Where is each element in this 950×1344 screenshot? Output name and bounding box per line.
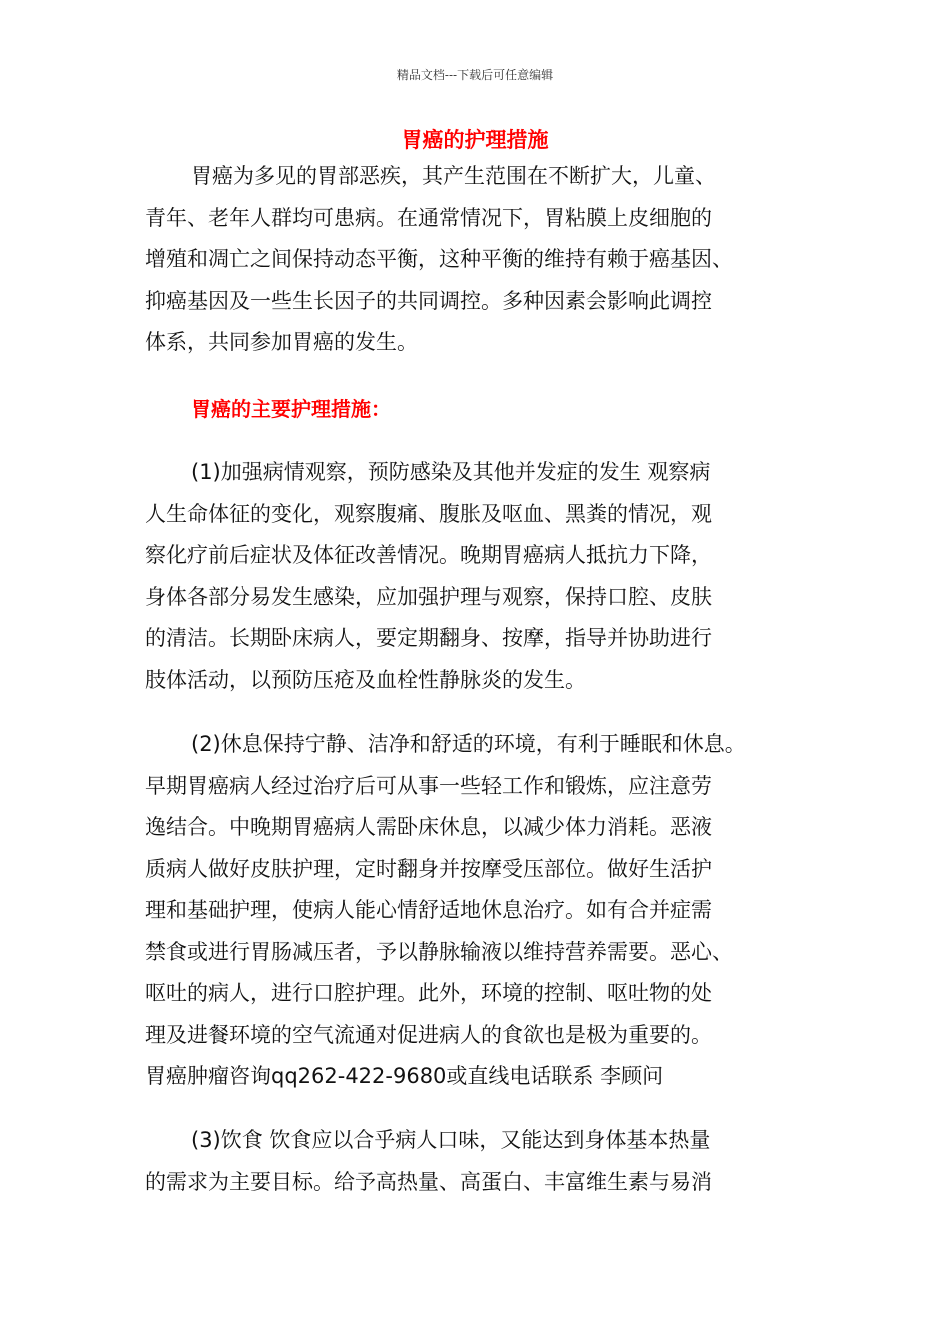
intro-line: 胃癌为多见的胃部恶疾，其产生范围在不断扩大，儿童、 [191,164,716,188]
item-2-line: 禁食或进行胃肠减压者，予以静脉输液以维持营养需要。恶心、 [145,939,733,964]
item-2-line: 早期胃癌病人经过治疗后可从事一些轻工作和锻炼，应注意劳 [145,773,712,798]
item-2-line: 呕吐的病人，进行口腔护理。此外，环境的控制、呕吐物的处 [145,981,712,1005]
intro-line: 抑癌基因及一些生长因子的共同调控。多种因素会影响此调控 [145,288,712,313]
item-1-line: 的清洁。长期卧床病人，要定期翻身、按摩，指导并协助进行 [145,626,712,650]
item-2-paragraph [145,724,825,1098]
item-3-line: (3)饮食 饮食应以合乎病人口味，又能达到身体基本热量 [191,1128,711,1152]
item-2-line: (2)休息保持宁静、洁净和舒适的环境，有利于睡眠和休息。 [191,732,746,756]
item-2-line: 理及进餐环境的空气流通对促进病人的食欲也是极为重要的。 [145,1022,712,1047]
intro-line: 体系，共同参加胃癌的发生。 [145,330,418,354]
item-1-line: 身体各部分易发生感染，应加强护理与观察，保持口腔、皮肤 [145,584,712,609]
item-1-line: 肢体活动，以预防压疮及血栓性静脉炎的发生。 [145,667,586,692]
intro-line: 增殖和凋亡之间保持动态平衡，这种平衡的维持有赖于癌基因、 [145,247,733,271]
item-1-paragraph [145,452,825,701]
consultation-contact-line: 胃癌肿瘤咨询qq262-422-9680或直线电话联系 李顾问 [145,1064,664,1088]
item-1-line: 人生命体征的变化，观察腹痛、腹胀及呕血、黑粪的情况，观 [145,501,712,526]
section-heading: 胃癌的主要护理措施： [191,397,391,421]
header-note: 精品文档---下载后可任意编辑 [396,68,554,82]
item-2-line: 质病人做好皮肤护理，定时翻身并按摩受压部位。做好生活护 [145,856,712,881]
item-3-line: 的需求为主要目标。给予高热量、高蛋白、丰富维生素与易消 [145,1169,712,1194]
intro-line: 青年、老年人群均可患病。在通常情况下，胃粘膜上皮细胞的 [145,205,712,230]
intro-paragraph [145,156,825,364]
item-2-line: 理和基础护理，使病人能心情舒适地休息治疗。如有合并症需 [145,898,712,922]
page-title: 胃癌的护理措施 [401,128,549,152]
item-1-line: 察化疗前后症状及体征改善情况。晚期胃癌病人抵抗力下降， [145,543,712,567]
item-1-line: (1)加强病情观察，预防感染及其他并发症的发生 观察病 [191,460,711,484]
item-2-line: 逸结合。中晚期胃癌病人需卧床休息，以减少体力消耗。恶液 [145,815,712,839]
item-3-paragraph [145,1120,825,1203]
